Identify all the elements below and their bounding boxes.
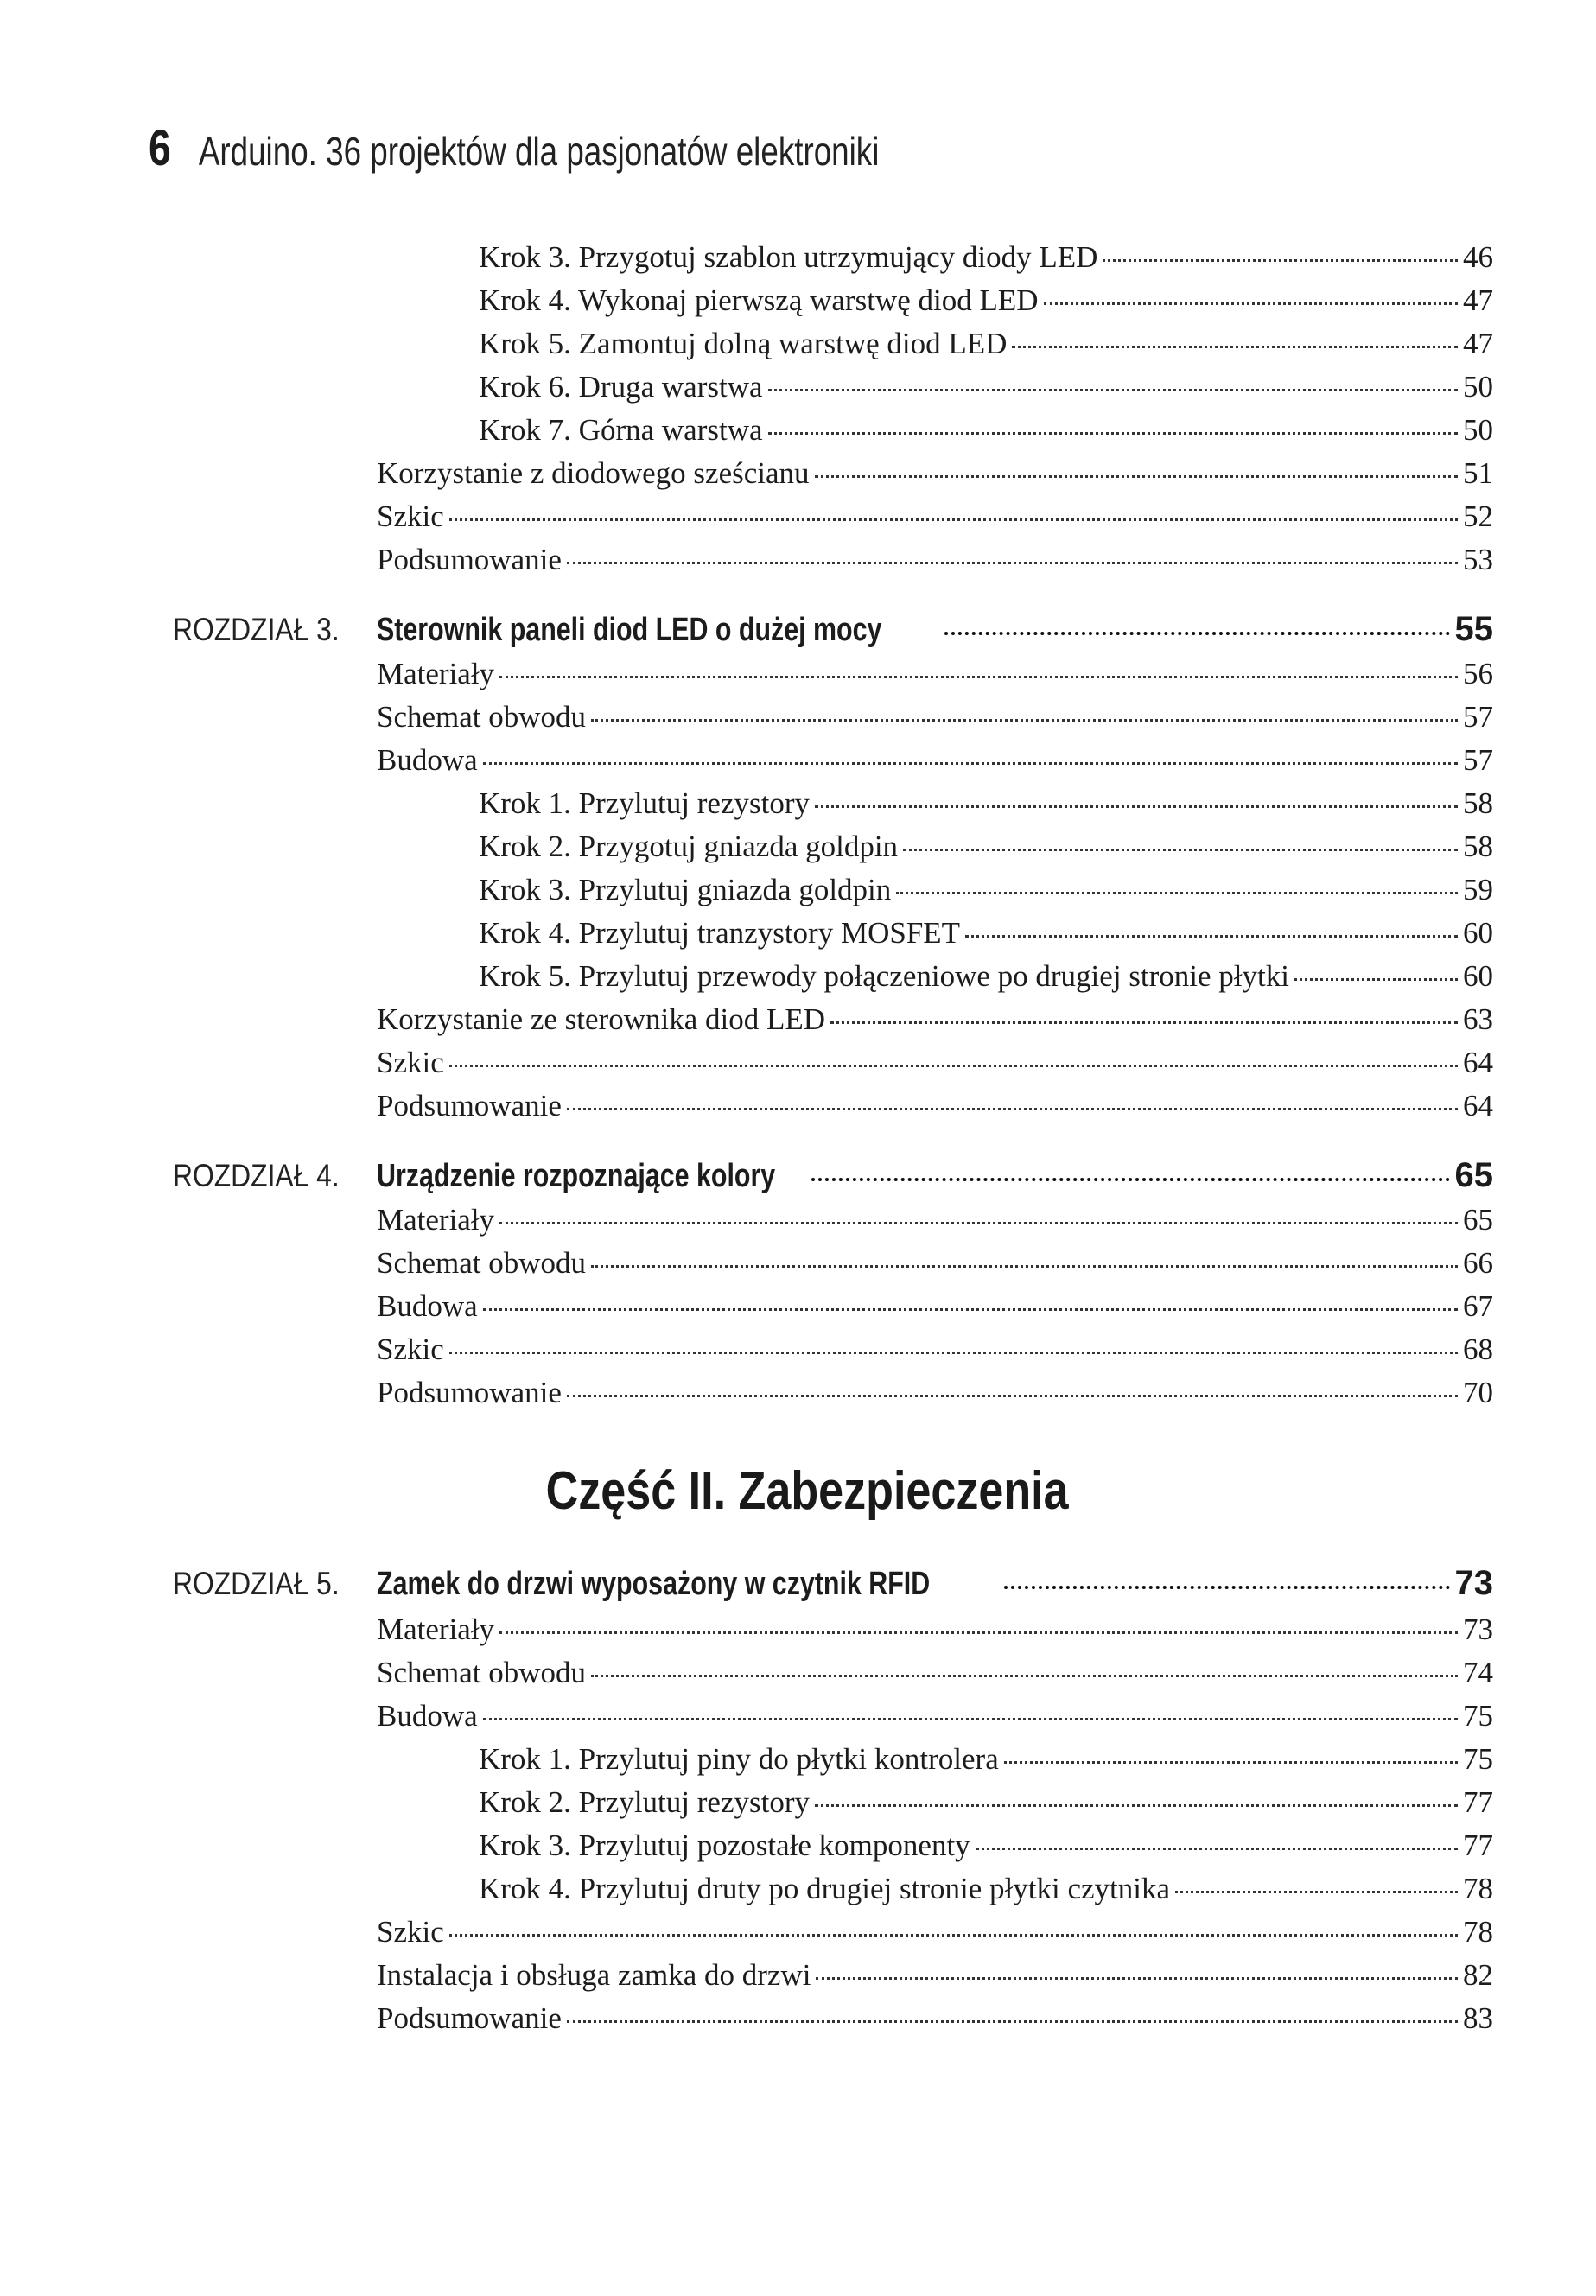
toc-entry[interactable]	[377, 456, 1493, 491]
dot-leader	[830, 1021, 1458, 1024]
dot-leader	[499, 675, 1458, 678]
book-title: Arduino. 36 projektów dla pasjonatów elektroniki	[198, 129, 880, 174]
toc-entry[interactable]	[479, 327, 1493, 361]
toc-entry[interactable]	[377, 1246, 1493, 1281]
dot-leader	[1004, 1585, 1449, 1589]
toc-entry[interactable]	[479, 916, 1493, 951]
toc-entry-text: Podsumowanie	[377, 1089, 562, 1123]
toc-entry-page: 53	[1463, 543, 1493, 576]
dot-leader	[903, 848, 1458, 851]
toc-entry-text: Materiały	[377, 657, 495, 690]
toc-entry-page: 75	[1463, 1742, 1493, 1776]
toc-entry[interactable]	[377, 1289, 1493, 1324]
toc-entry[interactable]	[377, 1699, 1493, 1733]
toc-entry-text: Szkic	[377, 1915, 444, 1949]
toc-entry[interactable]	[377, 1089, 1493, 1123]
chapter-5-page: 73	[1454, 1564, 1493, 1602]
toc-entry-text: Materiały	[377, 1612, 495, 1646]
toc-entry[interactable]	[479, 786, 1493, 821]
toc-entry-page: 59	[1463, 873, 1493, 906]
dot-leader	[1175, 1890, 1458, 1893]
toc-entry-text: Krok 3. Przygotuj szablon utrzymujący diody LED	[479, 240, 1098, 274]
running-header	[149, 119, 879, 177]
toc-entry-page: 77	[1463, 1785, 1493, 1819]
toc-entry[interactable]	[479, 283, 1493, 318]
toc-entry-page: 56	[1463, 657, 1493, 690]
toc-entry-text: Schemat obwodu	[377, 1656, 587, 1689]
dot-leader	[768, 431, 1458, 435]
toc-entry-page: 60	[1463, 916, 1493, 950]
toc-entry[interactable]	[377, 700, 1493, 735]
dot-leader	[768, 388, 1458, 391]
toc-entry-text: Krok 4. Przylutuj druty po drugiej stronie płytki czytnika	[479, 1872, 1171, 1905]
toc-entry-page: 63	[1463, 1002, 1493, 1036]
toc-entry-page: 50	[1463, 370, 1493, 404]
toc-entry-page: 68	[1463, 1332, 1493, 1366]
chapter-3-page: 55	[1454, 610, 1493, 648]
toc-entry-page: 73	[1463, 1612, 1493, 1646]
toc-entry-text: Budowa	[377, 1289, 478, 1323]
toc-entry[interactable]	[377, 1612, 1493, 1647]
dot-leader	[567, 1394, 1458, 1397]
toc-entry[interactable]	[377, 1656, 1493, 1690]
toc-entry-text: Schemat obwodu	[377, 700, 587, 734]
dot-leader	[567, 561, 1458, 564]
dot-leader	[944, 631, 1450, 635]
toc-entry[interactable]	[479, 370, 1493, 404]
toc-entry-page: 64	[1463, 1089, 1493, 1123]
toc-entry-page: 58	[1463, 830, 1493, 863]
toc-entry-text: Krok 3. Przylutuj pozostałe komponenty	[479, 1829, 970, 1862]
dot-leader	[591, 718, 1458, 722]
dot-leader	[483, 761, 1458, 765]
chapter-3-title: Sterownik paneli diod LED o dużej mocy	[377, 612, 882, 648]
toc-entry-text: Instalacja i obsługa zamka do drzwi	[377, 1958, 811, 1992]
part-2-title: Część II. Zabezpieczenia	[545, 1461, 1069, 1521]
dot-leader	[591, 1264, 1458, 1268]
toc-entry-page: 52	[1463, 499, 1493, 533]
toc-entry[interactable]	[377, 657, 1493, 691]
toc-entry[interactable]	[377, 1046, 1493, 1080]
toc-entry-text: Schemat obwodu	[377, 1246, 587, 1280]
toc-entry[interactable]	[377, 1958, 1493, 1993]
toc-entry-text: Krok 5. Zamontuj dolną warstwę diod LED	[479, 327, 1008, 360]
toc-entry-page: 47	[1463, 327, 1493, 360]
dot-leader	[1103, 258, 1458, 262]
toc-entry-text: Podsumowanie	[377, 1376, 562, 1409]
chapter-4-heading[interactable]	[377, 1156, 1493, 1195]
toc-entry[interactable]	[479, 830, 1493, 864]
chapter-4-page: 65	[1454, 1156, 1493, 1194]
dot-leader	[499, 1221, 1458, 1224]
toc-entry[interactable]	[377, 499, 1493, 534]
toc-entry-page: 64	[1463, 1046, 1493, 1079]
toc-entry-text: Krok 1. Przylutuj rezystory	[479, 786, 810, 820]
toc-entry-text: Szkic	[377, 1332, 444, 1366]
toc-entry[interactable]	[377, 1002, 1493, 1037]
toc-entry-page: 75	[1463, 1699, 1493, 1733]
toc-entry-page: 65	[1463, 1203, 1493, 1237]
dot-leader	[1012, 345, 1458, 348]
chapter-5-heading[interactable]	[377, 1564, 1493, 1603]
chapter-5-title: Zamek do drzwi wyposażony w czytnik RFID	[377, 1566, 931, 1602]
toc-entry[interactable]	[377, 2001, 1493, 2036]
toc-entry-text: Szkic	[377, 499, 444, 533]
toc-entry-page: 58	[1463, 786, 1493, 820]
dot-leader	[1294, 977, 1458, 981]
toc-entry-text: Krok 4. Wykonaj pierwszą warstwę diod LED	[479, 283, 1039, 317]
dot-leader	[483, 1717, 1458, 1720]
dot-leader	[567, 2019, 1458, 2023]
toc-entry-page: 60	[1463, 959, 1493, 993]
toc-entry[interactable]	[479, 413, 1493, 448]
toc-entry-page: 67	[1463, 1289, 1493, 1323]
dot-leader	[449, 1351, 1458, 1354]
dot-leader	[1004, 1760, 1458, 1764]
toc-entry-text: Szkic	[377, 1046, 444, 1079]
dot-leader	[499, 1631, 1458, 1634]
toc-entry-page: 50	[1463, 413, 1493, 447]
toc-entry[interactable]	[479, 959, 1493, 994]
toc-entry-page: 74	[1463, 1656, 1493, 1689]
dot-leader	[896, 891, 1458, 894]
toc-entry-text: Budowa	[377, 1699, 478, 1733]
toc-entry-page: 78	[1463, 1872, 1493, 1905]
toc-entry[interactable]	[377, 1332, 1493, 1367]
chapter-4-label: ROZDZIAŁ 4.	[173, 1158, 340, 1193]
toc-entry-text: Podsumowanie	[377, 543, 562, 576]
toc-entry[interactable]	[479, 1785, 1493, 1820]
dot-leader	[815, 805, 1458, 808]
toc-entry[interactable]	[479, 873, 1493, 907]
toc-entry-text: Krok 5. Przylutuj przewody połączeniowe po drugiej stronie płytki	[479, 959, 1289, 993]
toc-entry-text: Krok 7. Górna warstwa	[479, 413, 763, 447]
toc-entry[interactable]	[479, 1742, 1493, 1777]
toc-entry-text: Krok 6. Druga warstwa	[479, 370, 763, 404]
dot-leader	[811, 1177, 1450, 1181]
toc-entry-text: Korzystanie z diodowego sześcianu	[377, 456, 810, 490]
toc-entry-page: 57	[1463, 743, 1493, 777]
toc-entry-page: 83	[1463, 2001, 1493, 2035]
toc-entry[interactable]	[479, 240, 1493, 275]
dot-leader	[816, 1976, 1458, 1980]
toc-entry-page: 66	[1463, 1246, 1493, 1280]
toc-entry-text: Krok 3. Przylutuj gniazda goldpin	[479, 873, 892, 906]
toc-entry[interactable]	[377, 1203, 1493, 1237]
dot-leader	[976, 1847, 1458, 1850]
toc-entry-page: 78	[1463, 1915, 1493, 1949]
toc-entry-page: 77	[1463, 1829, 1493, 1862]
dot-leader	[815, 1803, 1458, 1807]
dot-leader	[815, 474, 1458, 478]
toc-entry[interactable]	[377, 543, 1493, 577]
toc-entry-text: Budowa	[377, 743, 478, 777]
toc-entry-page: 51	[1463, 456, 1493, 490]
toc-entry[interactable]	[479, 1872, 1493, 1906]
toc-entry-page: 47	[1463, 283, 1493, 317]
toc-entry-text: Krok 2. Przylutuj rezystory	[479, 1785, 810, 1819]
toc-entry-text: Podsumowanie	[377, 2001, 562, 2035]
dot-leader	[483, 1307, 1458, 1311]
toc-entry[interactable]	[377, 1376, 1493, 1410]
chapter-3-label: ROZDZIAŁ 3.	[173, 612, 340, 647]
chapter-4-title: Urządzenie rozpoznające kolory	[377, 1158, 776, 1194]
dot-leader	[567, 1107, 1458, 1110]
chapter-3-heading[interactable]	[377, 610, 1493, 649]
chapter-5-label: ROZDZIAŁ 5.	[173, 1566, 340, 1601]
page-number: 6	[149, 120, 171, 176]
toc-entry[interactable]	[479, 1829, 1493, 1863]
toc-entry-text: Krok 1. Przylutuj piny do płytki kontrolera	[479, 1742, 999, 1776]
dot-leader	[449, 518, 1458, 521]
toc-entry-page: 57	[1463, 700, 1493, 734]
toc-entry-page: 46	[1463, 240, 1493, 274]
toc-entry[interactable]	[377, 743, 1493, 778]
dot-leader	[449, 1933, 1458, 1937]
toc-entry-page: 70	[1463, 1376, 1493, 1409]
toc-entry-text: Krok 4. Przylutuj tranzystory MOSFET	[479, 916, 961, 950]
dot-leader	[449, 1064, 1458, 1067]
toc-entry-text: Materiały	[377, 1203, 495, 1237]
toc-entry-text: Krok 2. Przygotuj gniazda goldpin	[479, 830, 899, 863]
toc-entry-page: 82	[1463, 1958, 1493, 1992]
dot-leader	[591, 1674, 1458, 1677]
toc-entry[interactable]	[377, 1915, 1493, 1949]
toc-entry-text: Korzystanie ze sterownika diod LED	[377, 1002, 826, 1036]
dot-leader	[1044, 302, 1459, 305]
dot-leader	[965, 934, 1458, 938]
